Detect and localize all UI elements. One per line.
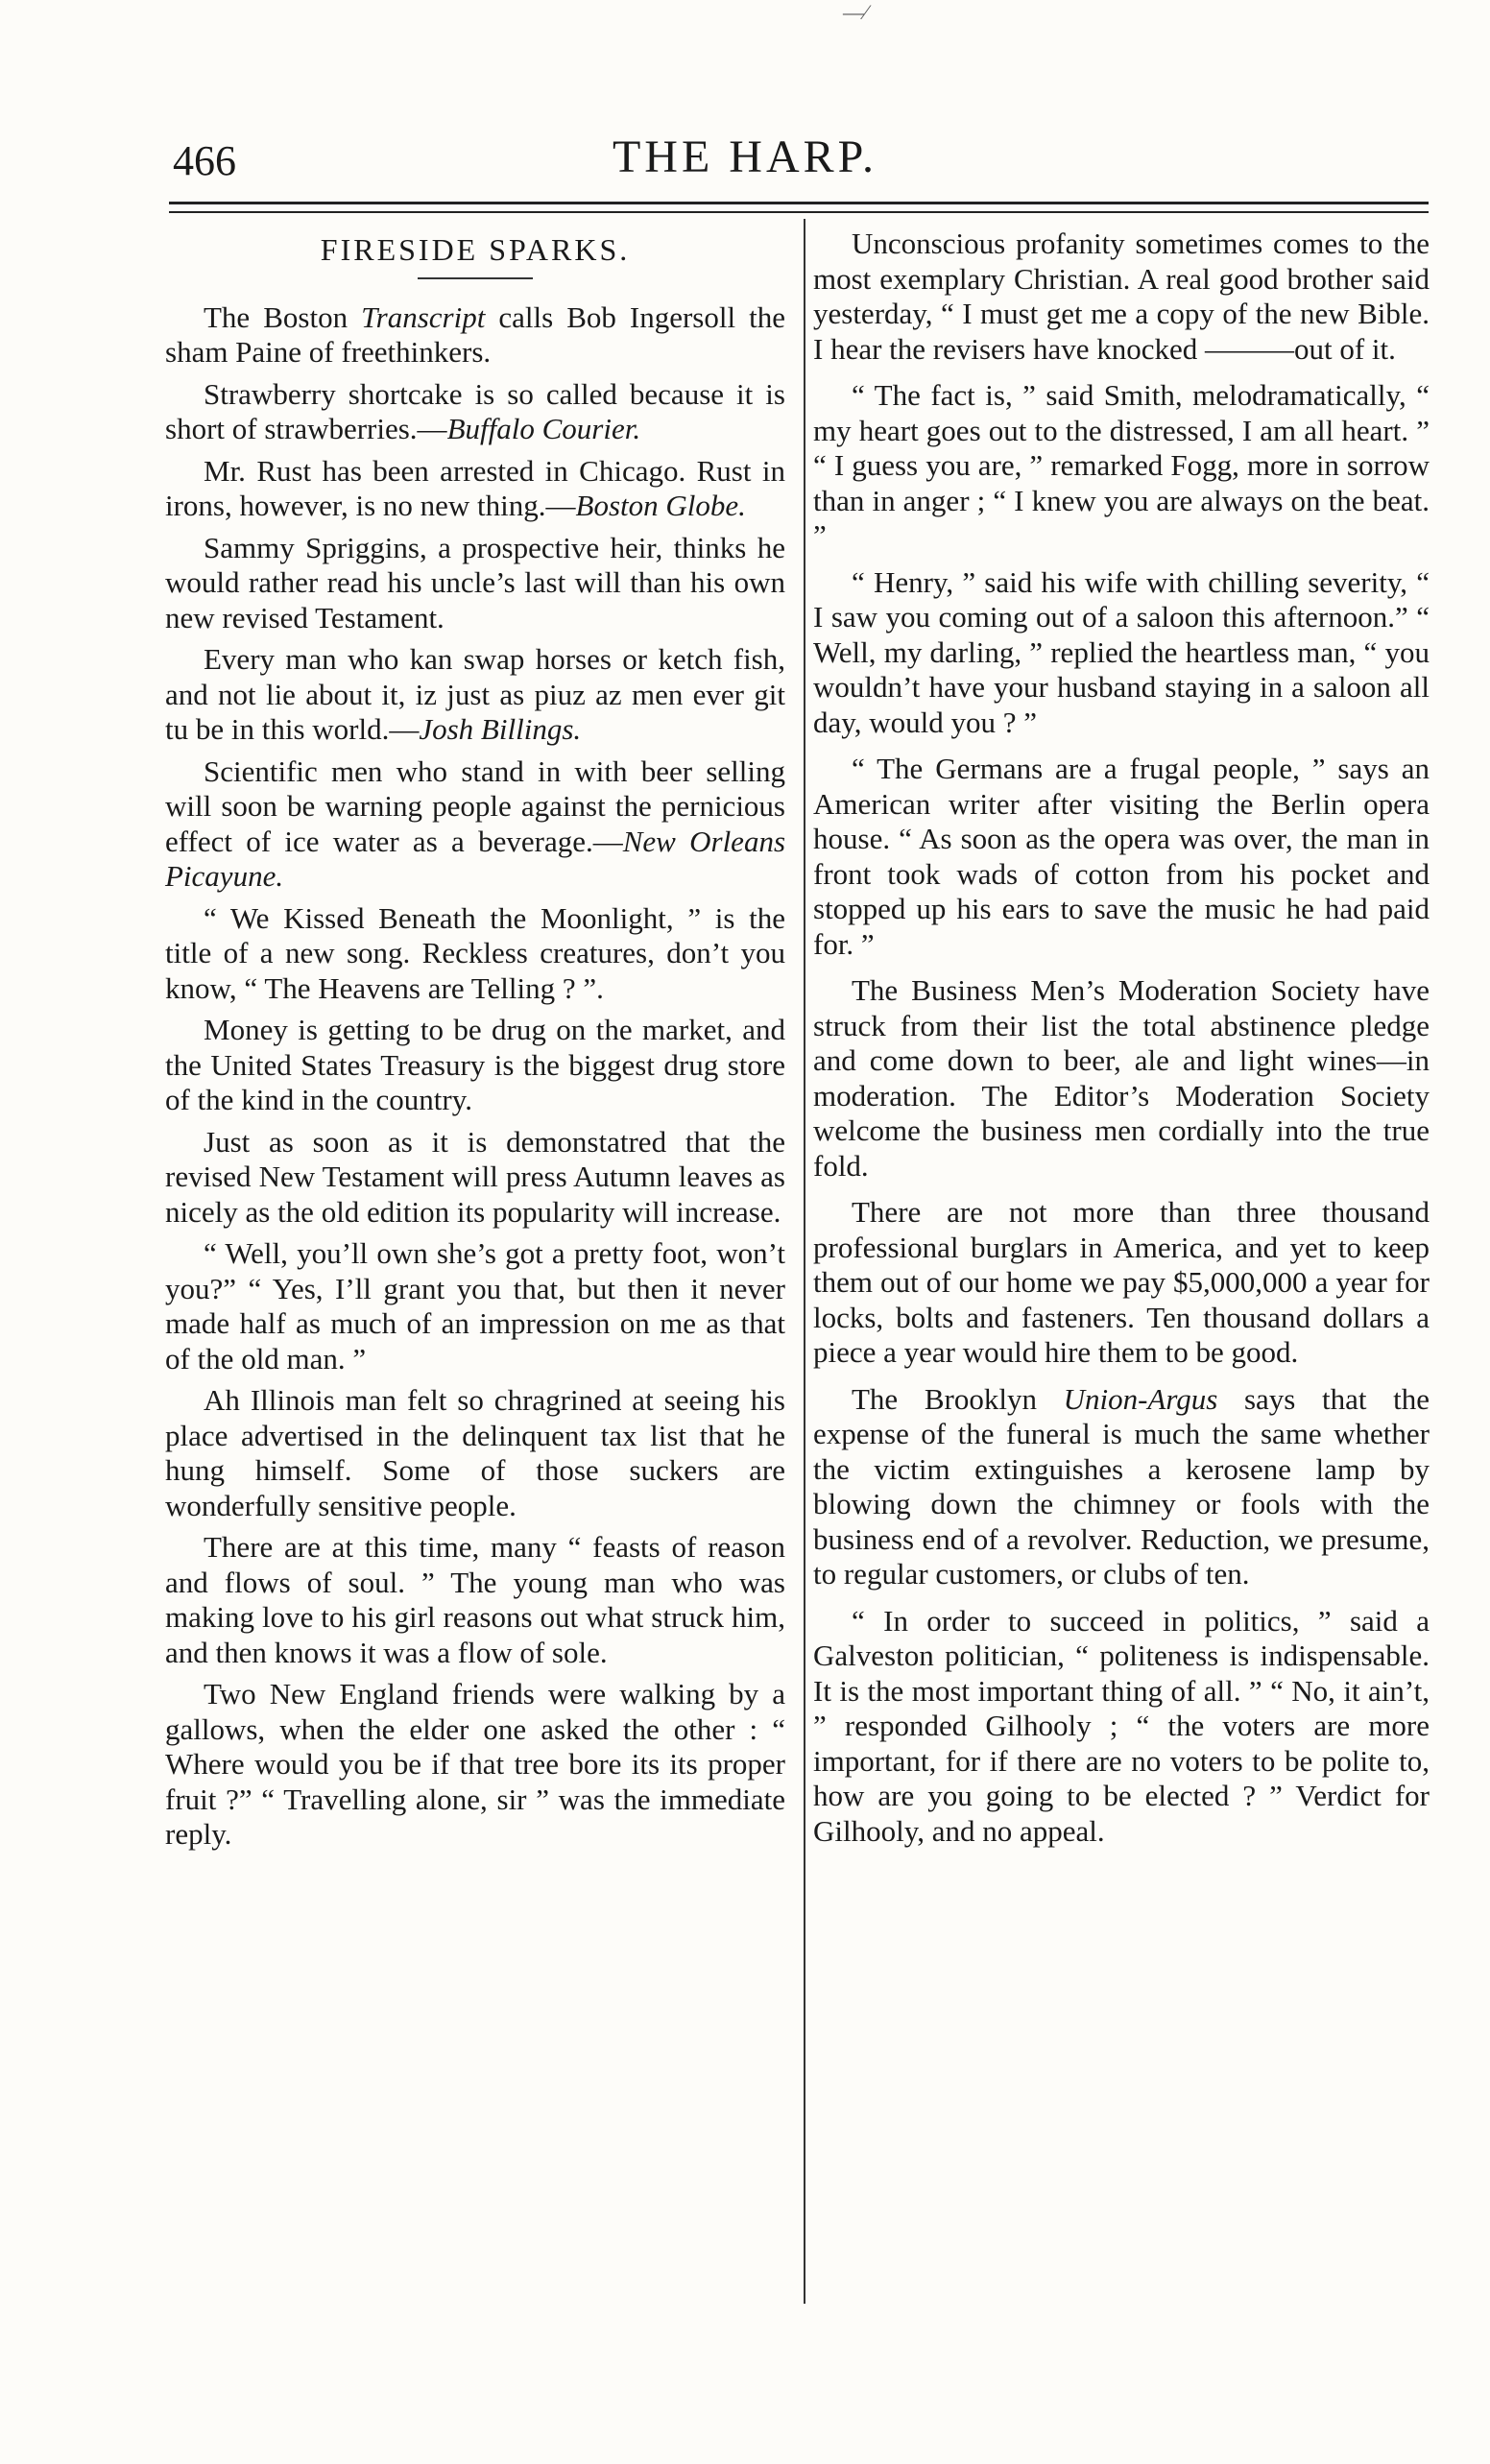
- paragraph: [165, 1013, 785, 1118]
- paragraph: [165, 1125, 785, 1231]
- paragraph: [813, 752, 1430, 962]
- section-title: FIRESIDE SPARKS.: [320, 232, 631, 267]
- title-rule: [418, 277, 533, 279]
- paragraph: [813, 565, 1430, 741]
- paragraph: [165, 754, 785, 895]
- italic-source: Transcript: [361, 299, 486, 334]
- paragraph: [165, 901, 785, 1007]
- paragraph-text: “ We Kissed Beneath the Moonlight, ” is the title of a new song. Reckless creatures, don’t you know, “ The Heavens are Telling ? ”.: [165, 900, 785, 1005]
- paragraph-text: The Business Men’s Moderation Society have struck from their list the total abstinence pledge and come down to beer, ale and light wines—in moderation. The Editor’s Moderation Society welcome the business men cordially into the true fold.: [813, 973, 1430, 1183]
- right-column: [813, 227, 1430, 1860]
- paragraph: [165, 300, 785, 371]
- paragraph-text: There are at this time, many “ feasts of reason and flows of soul. ” The young man who was making love to his girl reasons out what struck him, and then knows it was a flow of sole.: [165, 1530, 785, 1669]
- paragraph-text: “ The fact is, ” said Smith, melodramatically, “ my heart goes out to the distressed, I am all heart. ” “ I guess you are, ” remarked Fogg, more in sorrow than in anger ; “ I knew you are always on the beat. ”: [813, 378, 1430, 552]
- paragraph-text: “ Well, you’ll own she’s got a pretty foot, won’t you?” “ Yes, I’ll grant you that, but then it never made half as much of an impression on me as that of the old man. ”: [165, 1236, 785, 1376]
- italic-source: Buffalo Courier.: [446, 412, 641, 445]
- left-column: [165, 227, 785, 1859]
- paragraph: [813, 1604, 1430, 1850]
- column-divider: [804, 219, 805, 2304]
- paragraph-text-after: calls Bob Ingersoll the sham Paine of freethinkers.: [165, 299, 785, 369]
- paragraph-text: There are not more than three thousand professional burglars in America, and yet to keep them out of our home we pay $5,000,000 a year for locks, bolts and fasteners. Ten thousand dollars a piece a year would hire them to be good.: [813, 1195, 1430, 1369]
- paragraph: [813, 378, 1430, 554]
- left-paragraphs: [165, 300, 785, 1853]
- header-rule-thick: [169, 202, 1429, 204]
- paragraph: [165, 1677, 785, 1853]
- paragraph-text: “ In order to succeed in politics, ” said a Galveston politician, “ politeness is indispensable. It is the most important thing of all. ” “ No, it ain’t, ” responded Gilhooly ; “ the voters are more important, for if there are no voters to be polite to, how are you going to be elected ? ” Verdict for Gilhooly, and no appeal.: [813, 1603, 1430, 1848]
- right-paragraphs: [813, 227, 1430, 1849]
- header-rule-thin: [169, 211, 1429, 213]
- paragraph: [165, 642, 785, 748]
- paragraph-text: The Boston: [204, 299, 362, 334]
- paragraph: [165, 1530, 785, 1670]
- paragraph: [813, 1382, 1430, 1592]
- italic-source: Josh Billings.: [419, 712, 582, 746]
- paragraph: [165, 454, 785, 524]
- page-number: 466: [173, 137, 236, 184]
- paragraph: [813, 973, 1430, 1184]
- paragraph-text: Money is getting to be drug on the market, and the United States Treasury is the biggest drug store of the kind in the country.: [165, 1013, 785, 1116]
- paragraph: [165, 1236, 785, 1376]
- italic-source: Boston Globe.: [575, 489, 746, 522]
- top-stray-mark: —⁄: [843, 0, 868, 24]
- italic-source: New Orleans Picayune.: [165, 824, 786, 893]
- paragraph: [165, 531, 785, 636]
- paragraph-text: The Brooklyn: [852, 1381, 1064, 1416]
- paragraph-text: Two New England friends were walking by a gallows, when the elder one asked the other : “ Where would you be if that tree bore its its proper fruit ?” “ Travelling alone, sir ” was the immediate reply.: [165, 1677, 785, 1851]
- paragraph-text: Mr. Rust has been arrested in Chicago. Rust in irons, however, is no new thing.—: [165, 453, 785, 522]
- paragraph: [813, 227, 1430, 367]
- paragraph-text: Sammy Spriggins, a prospective heir, thinks he would rather read his uncle’s last will than his own new revised Testament.: [165, 530, 785, 634]
- paragraph-text: Every man who kan swap horses or ketch fish, and not lie about it, iz just as piuz az men ever git tu be in this world.—: [165, 642, 785, 746]
- paragraph-text: Unconscious profanity sometimes comes to the most exemplary Christian. A real good brother said yesterday, “ I must get me a copy of the new Bible. I hear the revisers have knocked ———out of it.: [813, 227, 1430, 366]
- paragraph-text: Strawberry shortcake is so called because it is short of strawberries.—: [165, 376, 785, 445]
- running-head: THE HARP.: [612, 132, 878, 182]
- paragraph: [813, 1195, 1430, 1371]
- paragraph: [165, 377, 785, 447]
- paragraph-text: Just as soon as it is demonstatred that the revised New Testament will press Autumn leaves as nicely as the old edition its popularity will increase.: [165, 1124, 785, 1229]
- paragraph-text-after: says that the expense of the funeral is much the same whether the victim extinguishes a kerosene lamp by blowing down the chimney or fools with the business end of a revolver. Reduction, we presume, to regular customers, or clubs of ten.: [813, 1381, 1430, 1591]
- italic-source: Union-Argus: [1063, 1381, 1218, 1416]
- paragraph-text: Ah Illinois man felt so chragrined at seeing his place advertised in the delinquent tax list that he hung himself. Some of those suckers are wonderfully sensitive people.: [165, 1383, 785, 1522]
- paragraph-text: “ The Germans are a frugal people, ” says an American writer after visiting the Berlin opera house. “ As soon as the opera was over, the man in front took wads of cotton from his pocket and stopped up his ears to save the music he had paid for. ”: [813, 752, 1430, 961]
- paragraph: [165, 1383, 785, 1523]
- paragraph-text: “ Henry, ” said his wife with chilling severity, “ I saw you coming out of a saloon this afternoon.” “ Well, my darling, ” replied the heartless man, “ you wouldn’t have your husband staying in a saloon all day, would you ? ”: [813, 564, 1430, 739]
- paragraph-text: Scientific men who stand in with beer selling will soon be warning people against the pernicious effect of ice water as a beverage.—: [165, 754, 785, 858]
